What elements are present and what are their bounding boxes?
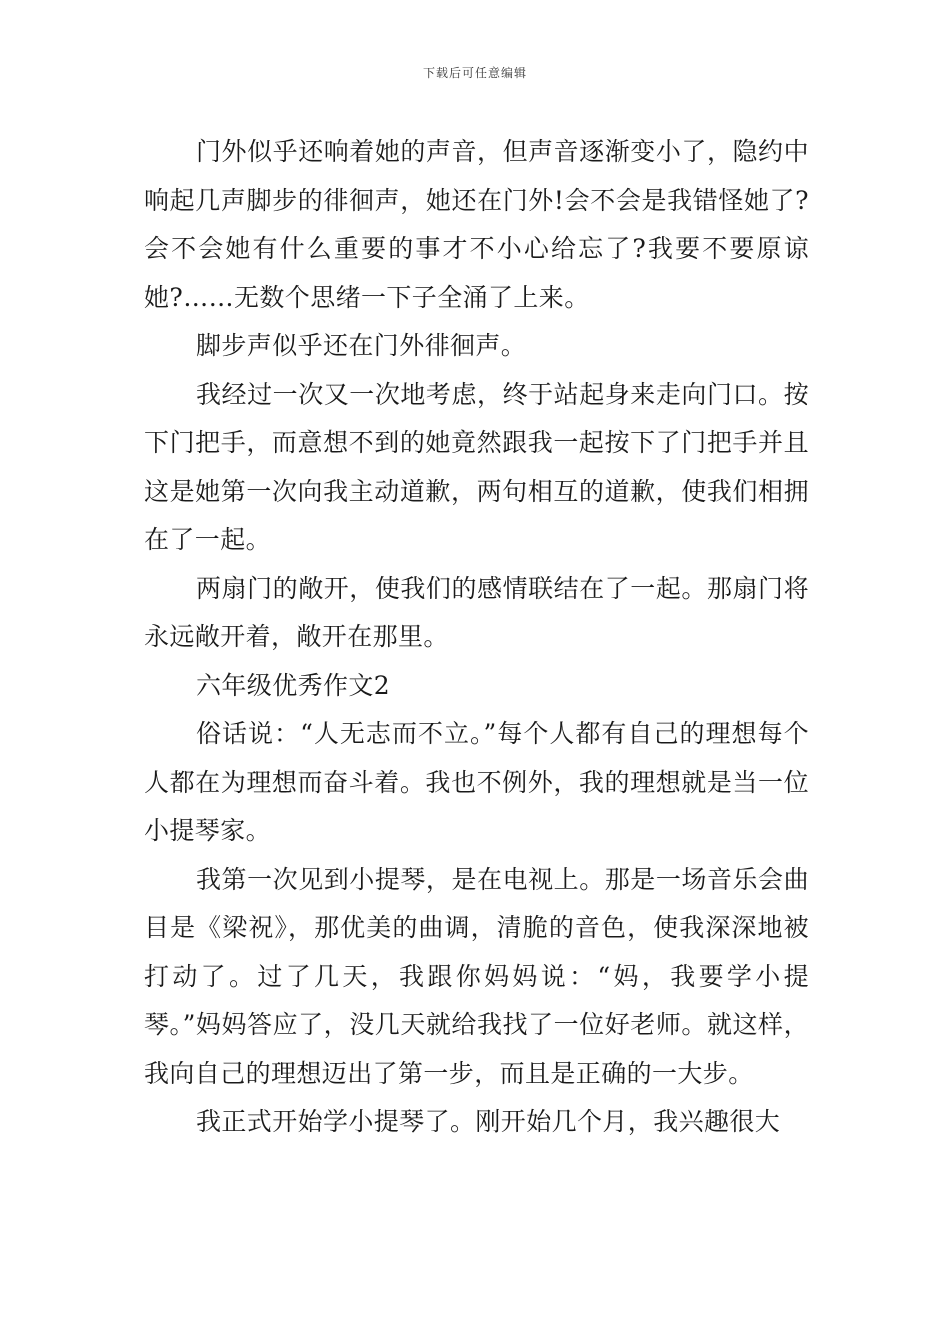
document-body xyxy=(144,128,809,1147)
paragraph-1: 门外似乎还响着她的声音，但声音逐渐变小了，隐约中响起几声脚步的徘徊声，她还在门外!会不会是我错怪她了?会不会她有什么重要的事才不小心给忘了?我要不要原谅她?……无数个思绪一下子全涌了上来。 xyxy=(144,137,809,312)
paragraph-6: 我第一次见到小提琴，是在电视上。那是一场音乐会曲目是《梁祝》，那优美的曲调，清脆的音色，使我深深地被打动了。过了几天，我跟你妈妈说：“妈，我要学小提琴。”妈妈答应了，没几天就给我找了一位好老师。就这样，我向自己的理想迈出了第一步，而且是正确的一大步。 xyxy=(144,864,809,1088)
paragraph-5: 俗话说：“人无志而不立。”每个人都有自己的理想每个人都在为理想而奋斗着。我也不例外，我的理想就是当一位小提琴家。 xyxy=(144,719,809,845)
paragraph-2: 脚步声似乎还在门外徘徊声。 xyxy=(196,331,527,360)
paragraph-7: 我正式开始学小提琴了。刚开始几个月，我兴趣很大 xyxy=(196,1107,781,1136)
paragraph-4: 两扇门的敞开，使我们的感情联结在了一起。那扇门将永远敞开着，敞开在那里。 xyxy=(144,573,809,651)
page-header: 下载后可任意编辑 xyxy=(422,66,527,80)
essay-heading: 六年级优秀作文2 xyxy=(196,670,391,700)
paragraph-3: 我经过一次又一次地考虑，终于站起身来走向门口。按下门把手，而意想不到的她竟然跟我一起按下了门把手并且这是她第一次向我主动道歉，两句相互的道歉，使我们相拥在了一起。 xyxy=(144,379,809,554)
